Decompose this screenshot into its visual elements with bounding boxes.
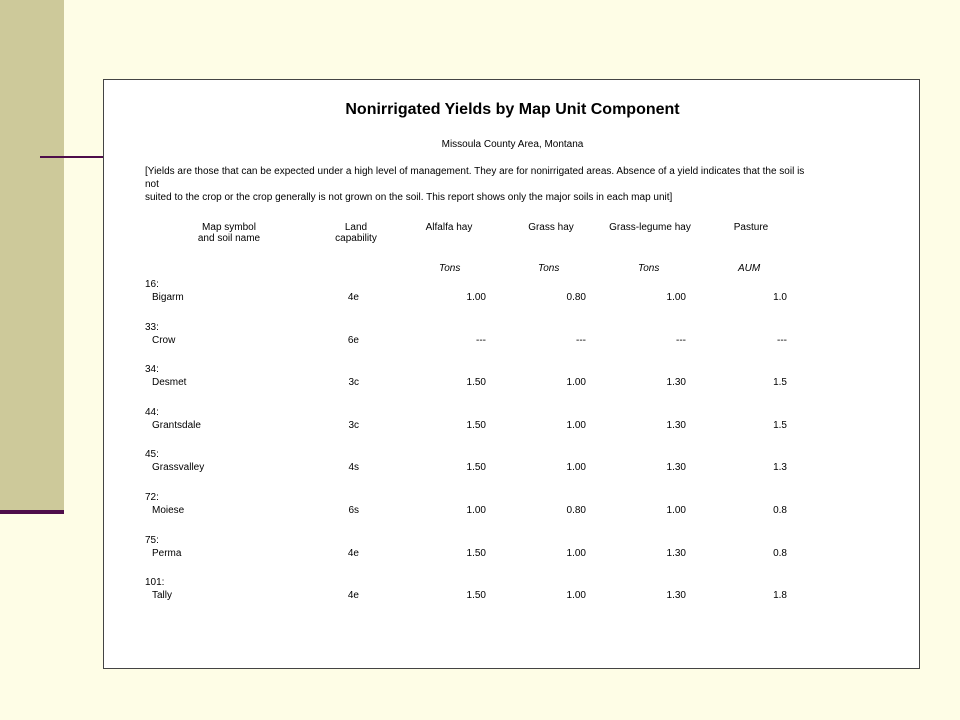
- header-text: Map symbol: [202, 222, 256, 233]
- unit-pasture: AUM: [738, 263, 761, 274]
- cell-alfalfa: 1.50: [466, 462, 486, 474]
- cell-alfalfa: 1.50: [466, 419, 486, 431]
- table-row: [104, 364, 921, 398]
- cell-pasture: 1.0: [773, 292, 787, 303]
- map-symbol: 72:: [145, 492, 159, 503]
- accent-line: [40, 156, 104, 158]
- soil-name: Grassvalley: [152, 462, 205, 474]
- soil-name: Grantsdale: [152, 419, 201, 431]
- map-symbol: 44:: [145, 406, 159, 418]
- note-line: [Yields are those that can be expected under a high level of management. They are for nonirrigated areas. Absence of a yield indicates that the soil is: [145, 166, 805, 177]
- cell-pasture: 1.8: [773, 590, 787, 602]
- header-grass: Grass hay: [528, 222, 574, 233]
- cell-grass-legume: 1.30: [666, 590, 686, 602]
- cell-grass-legume: 1.30: [666, 419, 686, 431]
- cell-pasture: 1.3: [773, 462, 787, 474]
- map-symbol: 16:: [145, 279, 159, 290]
- cell-grass: 1.00: [566, 590, 586, 602]
- cell-grass: 1.00: [566, 462, 586, 474]
- map-symbol: 101:: [145, 577, 165, 589]
- cell-alfalfa: 1.50: [466, 547, 486, 559]
- soil-name: Moiese: [152, 505, 185, 516]
- cell-land: 3c: [348, 377, 359, 389]
- map-symbol: 33:: [145, 321, 159, 333]
- map-symbol: 75:: [145, 534, 159, 546]
- table-row: [104, 535, 921, 569]
- cell-grass: 0.80: [566, 505, 586, 516]
- header-grass-legume: Grass-legume hay: [609, 222, 691, 233]
- unit-grass-legume: Tons: [638, 263, 660, 274]
- table-row: [104, 577, 921, 611]
- note-line: not: [145, 179, 159, 190]
- table-row: [104, 492, 921, 526]
- cell-land: 6s: [348, 505, 359, 516]
- cell-grass-legume: 1.30: [666, 547, 686, 559]
- cell-pasture: 1.5: [773, 419, 787, 431]
- header-text: and soil name: [197, 233, 261, 244]
- cell-pasture: ---: [777, 334, 787, 346]
- report-subtitle: Missoula County Area, Montana: [441, 139, 584, 150]
- side-bar-decoration: [0, 0, 64, 512]
- soil-name: Tally: [152, 590, 173, 602]
- side-bar-underline: [0, 510, 64, 514]
- cell-grass: ---: [576, 334, 586, 346]
- map-symbol: 34:: [145, 364, 159, 376]
- cell-alfalfa: 1.00: [466, 292, 486, 303]
- table-row: [104, 279, 921, 313]
- cell-grass: 1.00: [566, 377, 586, 389]
- cell-pasture: 0.8: [773, 547, 787, 559]
- cell-land: 4e: [347, 590, 359, 602]
- table-row: [104, 322, 921, 356]
- unit-alfalfa: Tons: [439, 263, 461, 274]
- cell-alfalfa: 1.50: [466, 590, 486, 602]
- soil-name: Crow: [152, 334, 176, 346]
- cell-grass-legume: 1.00: [666, 292, 686, 303]
- soil-name: Perma: [152, 547, 182, 559]
- soil-name: Desmet: [152, 377, 187, 389]
- unit-grass: Tons: [538, 263, 560, 274]
- report-note: [145, 165, 895, 204]
- cell-land: 4s: [348, 462, 359, 474]
- cell-land: 6e: [347, 334, 359, 346]
- header-text: capability: [335, 233, 377, 244]
- cell-alfalfa: ---: [476, 334, 486, 346]
- cell-pasture: 0.8: [773, 505, 787, 516]
- cell-grass-legume: 1.00: [666, 505, 686, 516]
- cell-grass-legume: 1.30: [666, 462, 686, 474]
- header-map-symbol: [174, 222, 284, 244]
- table-row: [104, 449, 921, 483]
- cell-grass: 1.00: [566, 419, 586, 431]
- cell-grass: 0.80: [566, 292, 586, 303]
- cell-grass-legume: 1.30: [666, 377, 686, 389]
- header-pasture: Pasture: [733, 222, 769, 233]
- cell-alfalfa: 1.00: [466, 505, 486, 516]
- header-land-capability: [311, 222, 401, 244]
- map-symbol: 45:: [145, 449, 159, 461]
- cell-land: 3c: [348, 419, 359, 431]
- cell-grass: 1.00: [566, 547, 586, 559]
- report-page: [103, 79, 920, 669]
- cell-land: 4e: [347, 547, 359, 559]
- cell-pasture: 1.5: [773, 377, 787, 389]
- report-title: Nonirrigated Yields by Map Unit Component: [345, 101, 680, 118]
- soil-name: Bigarm: [152, 292, 184, 303]
- cell-alfalfa: 1.50: [466, 377, 486, 389]
- note-line: suited to the crop or the crop generally is not grown on the soil. This report shows only the major soils in each map unit]: [145, 192, 673, 203]
- header-text: Land: [344, 222, 368, 233]
- header-alfalfa: Alfalfa hay: [425, 222, 473, 233]
- table-row: [104, 407, 921, 441]
- cell-grass-legume: ---: [676, 334, 686, 346]
- cell-land: 4e: [347, 292, 359, 303]
